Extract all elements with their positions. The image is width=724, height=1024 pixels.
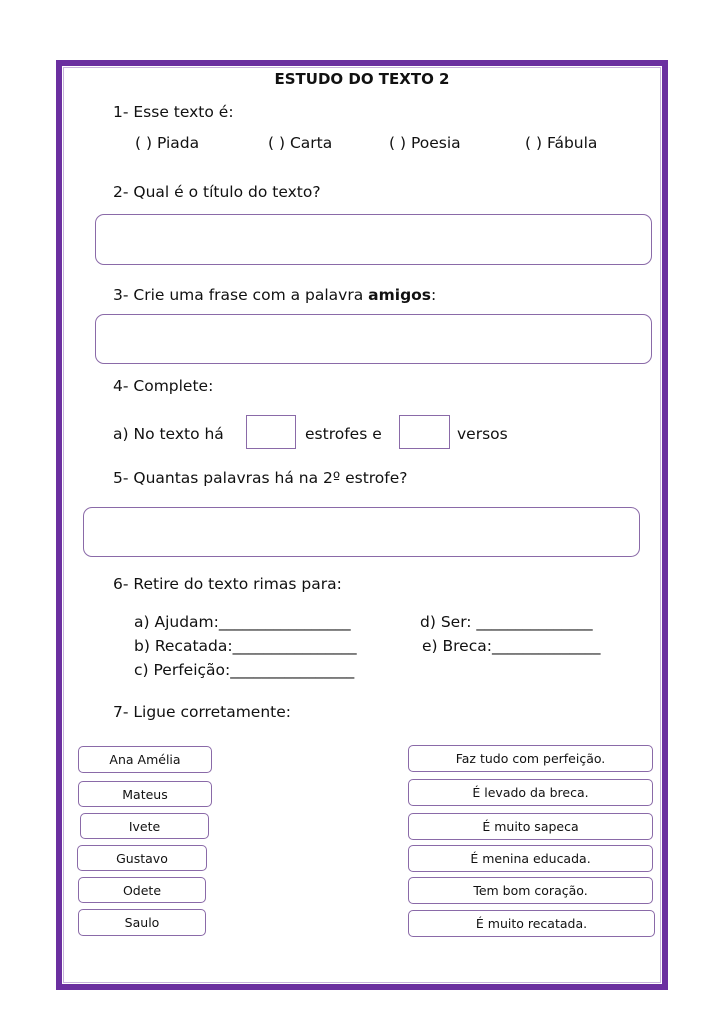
option-piada[interactable]: ( ) Piada	[135, 134, 200, 152]
question-6-label: 6- Retire do texto rimas para:	[113, 575, 342, 593]
question-3-colon: :	[431, 286, 437, 304]
description-label: É muito sapeca	[482, 819, 579, 834]
name-label: Ivete	[128, 818, 161, 834]
name-label: Ana Amélia	[109, 752, 181, 767]
rhyme-item-e[interactable]: e) Breca:______________	[422, 637, 601, 655]
name-label: Mateus	[122, 786, 168, 802]
estrofes-count-box[interactable]	[246, 415, 296, 449]
worksheet-title: ESTUDO DO TEXTO 2	[274, 70, 450, 88]
option-fabula[interactable]: ( ) Fábula	[525, 134, 598, 152]
name-box-ana-amelia[interactable]	[78, 746, 212, 773]
description-label: Tem bom coração.	[473, 883, 588, 898]
description-label: É menina educada.	[470, 851, 591, 866]
name-box-mateus[interactable]	[78, 781, 212, 807]
question-3-text: 3- Crie uma frase com a palavra	[113, 286, 369, 304]
question-5-answer-box[interactable]	[83, 507, 640, 557]
rhyme-item-b[interactable]: b) Recatada:________________	[134, 637, 357, 655]
question-2-label: 2- Qual é o título do texto?	[113, 183, 321, 201]
question-4-label: 4- Complete:	[113, 377, 214, 395]
description-box-4[interactable]	[408, 845, 653, 872]
description-label: Faz tudo com perfeição.	[455, 751, 606, 766]
description-label: É muito recatada.	[475, 916, 588, 931]
name-box-gustavo[interactable]	[77, 845, 207, 871]
name-box-saulo[interactable]	[78, 909, 206, 936]
description-box-1[interactable]	[408, 745, 653, 772]
description-label: É levado da breca.	[472, 785, 589, 800]
rhyme-item-d[interactable]: d) Ser: _______________	[420, 613, 593, 631]
rhyme-item-a[interactable]: a) Ajudam:_________________	[134, 613, 351, 631]
question-1-label: 1- Esse texto é:	[113, 103, 234, 121]
description-box-3[interactable]	[408, 813, 653, 840]
name-label: Gustavo	[116, 850, 168, 866]
question-5-label: 5- Quantas palavras há na 2º estrofe?	[113, 469, 408, 487]
option-poesia[interactable]: ( ) Poesia	[389, 134, 461, 152]
question-3-answer-box[interactable]	[95, 314, 652, 364]
option-carta[interactable]: ( ) Carta	[268, 134, 333, 152]
description-box-2[interactable]	[408, 779, 653, 806]
name-label: Odete	[122, 882, 162, 898]
question-3-label	[113, 286, 436, 304]
versos-count-box[interactable]	[399, 415, 450, 449]
description-box-6[interactable]	[408, 910, 655, 937]
rhyme-item-c[interactable]: c) Perfeição:________________	[134, 661, 355, 679]
question-4a-prefix: a) No texto há	[113, 425, 224, 443]
name-box-odete[interactable]	[78, 877, 206, 903]
name-box-ivete[interactable]	[80, 813, 209, 839]
description-box-5[interactable]	[408, 877, 653, 904]
question-4a-suffix: versos	[457, 425, 508, 443]
question-3-keyword: amigos	[368, 286, 432, 304]
question-2-answer-box[interactable]	[95, 214, 652, 265]
question-7-label: 7- Ligue corretamente:	[113, 703, 291, 721]
name-label: Saulo	[124, 915, 160, 930]
question-4a-middle: estrofes e	[305, 425, 382, 443]
